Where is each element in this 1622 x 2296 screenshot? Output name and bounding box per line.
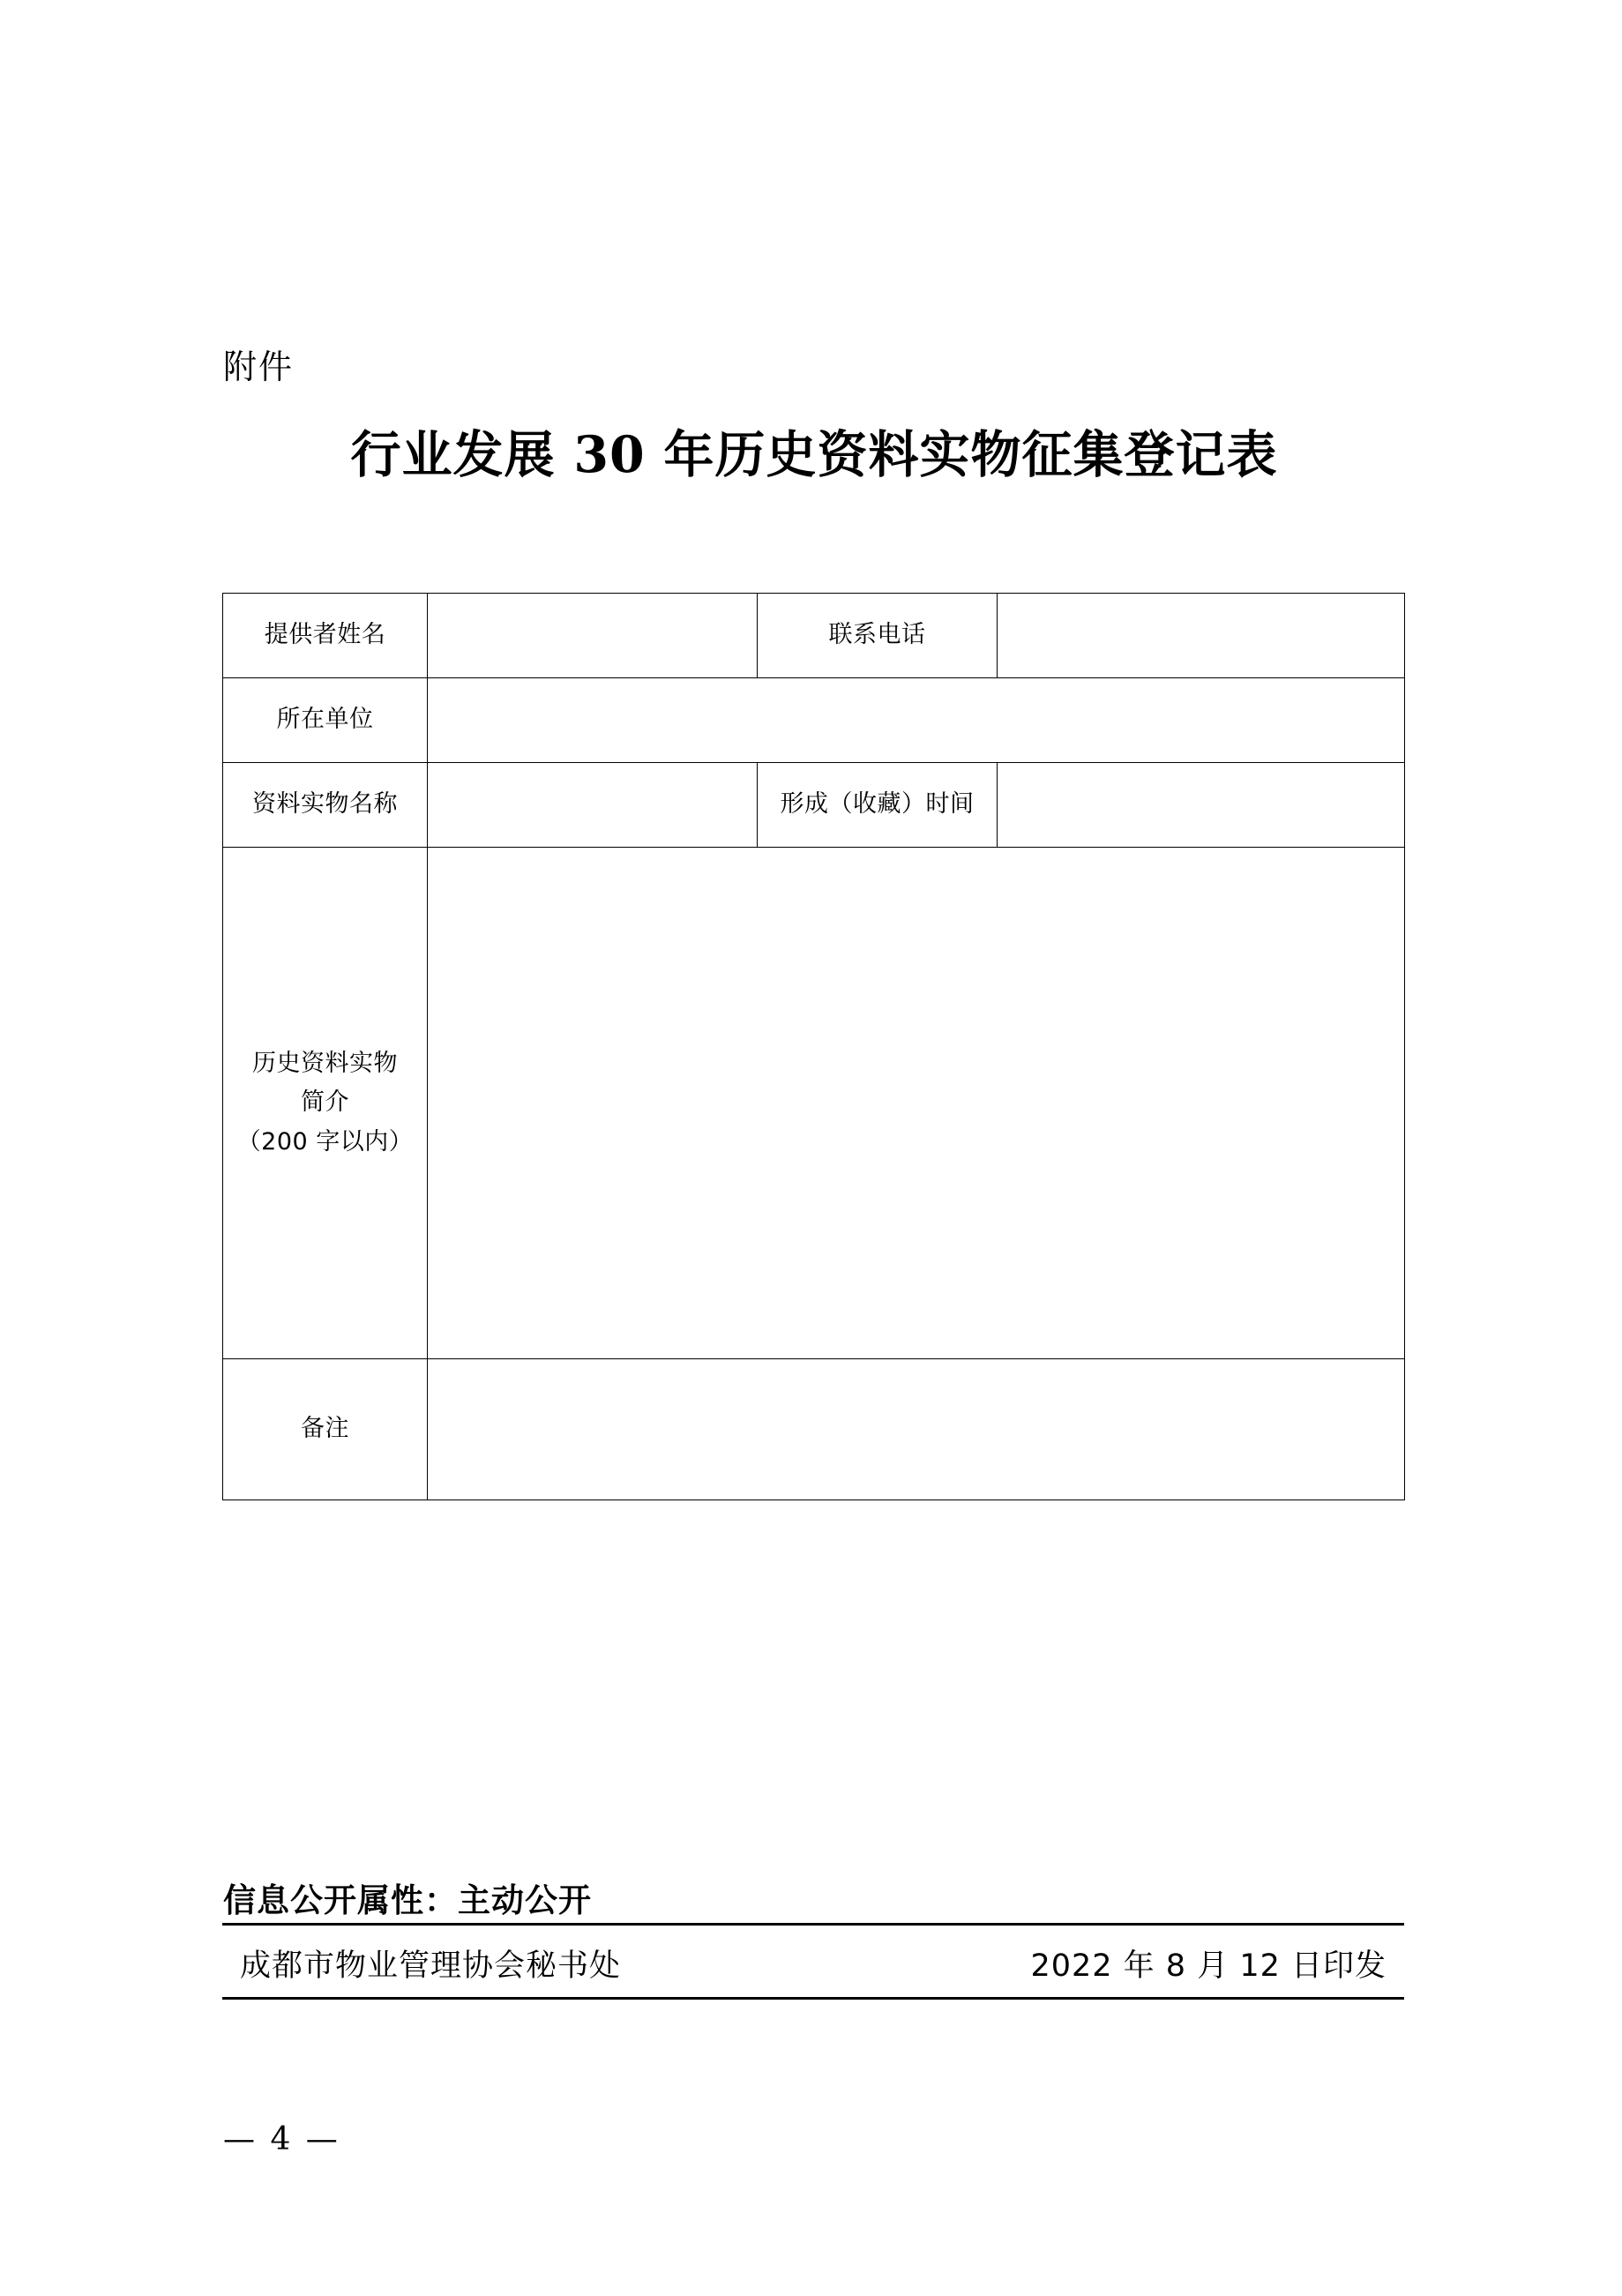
work-unit-field[interactable] xyxy=(428,678,1405,763)
footer-issuer-row xyxy=(222,1932,1404,1995)
issuing-office: 成都市物业管理协会秘书处 xyxy=(240,1948,622,1984)
page-title: 行业发展 30 年历史资料实物征集登记表 xyxy=(350,425,1278,484)
footer-divider-top xyxy=(222,1923,1404,1926)
contact-phone-field[interactable] xyxy=(998,594,1405,678)
remarks-label: 备注 xyxy=(223,1359,428,1500)
material-intro-label-line3: （200 字以内） xyxy=(236,1127,414,1155)
attachment-label: 附件 xyxy=(223,348,295,386)
table-row xyxy=(223,848,1405,1359)
material-intro-label-line1: 历史资料实物 xyxy=(252,1049,398,1077)
work-unit-label: 所在单位 xyxy=(223,678,428,763)
material-intro-label xyxy=(223,848,428,1359)
contact-phone-label: 联系电话 xyxy=(758,594,998,678)
material-name-label: 资料实物名称 xyxy=(223,763,428,848)
provider-name-label: 提供者姓名 xyxy=(223,594,428,678)
material-intro-label-line2: 简介 xyxy=(301,1088,349,1117)
provider-name-field[interactable] xyxy=(428,594,758,678)
footer-divider-bottom xyxy=(222,1997,1404,2000)
table-row xyxy=(223,594,1405,678)
table-row xyxy=(223,678,1405,763)
material-name-field[interactable] xyxy=(428,763,758,848)
disclosure-attribute: 信息公开属性：主动公开 xyxy=(223,1881,592,1919)
page-number: — 4 — xyxy=(223,2121,340,2158)
creation-time-field[interactable] xyxy=(998,763,1405,848)
table-row xyxy=(223,1359,1405,1500)
material-intro-field[interactable] xyxy=(428,848,1405,1359)
table-row xyxy=(223,763,1405,848)
creation-time-label: 形成（收藏）时间 xyxy=(758,763,998,848)
remarks-field[interactable] xyxy=(428,1359,1405,1500)
issue-date: 2022 年 8 月 12 日印发 xyxy=(1030,1948,1387,1984)
collection-registration-form xyxy=(222,593,1405,1500)
